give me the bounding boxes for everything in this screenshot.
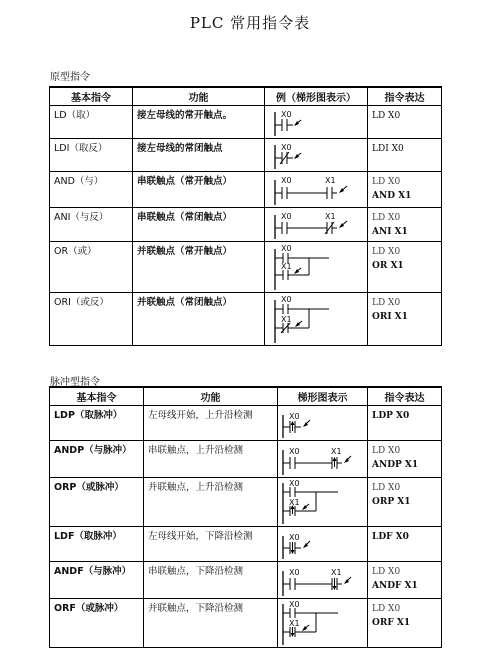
expression-line: LDI X0 [372, 144, 404, 154]
header-cell: 指令表达 [368, 387, 442, 406]
table-row [50, 478, 442, 527]
ladder-diagram-andp [278, 441, 368, 477]
expression-line: ANDP X1 [372, 460, 419, 470]
contact-label: X0 [281, 244, 292, 253]
header-cell: 基本指令 [50, 387, 144, 406]
instruction-cell: ANDP（与脉冲） [50, 441, 144, 478]
contact-label: X0 [281, 110, 292, 119]
header-cell: 梯形图表示 [278, 387, 368, 406]
ladder-diagram-ori [265, 293, 368, 345]
ladder-diagram-ld [265, 106, 368, 138]
page-title: PLC 常用指令表 [189, 14, 311, 32]
contact-label: X1 [281, 262, 292, 271]
table-row [50, 242, 442, 293]
ladder-diagram-cell [265, 208, 368, 242]
function-cell: 并联触点，上升沿检测 [144, 478, 278, 527]
header-cell: 基本指令 [50, 87, 133, 106]
section-heading-pulse: 脉冲型指令 [50, 377, 100, 388]
expression-line: LDF X0 [372, 532, 409, 542]
table-row [50, 172, 442, 208]
expression-line: LD X0 [372, 446, 401, 456]
expression-line: ORI X1 [372, 312, 408, 322]
instruction-cell: ANI（与反） [50, 208, 133, 242]
ladder-diagram-cell [278, 441, 368, 478]
function-cell: 串联触点（常开触点） [133, 172, 265, 208]
expression-line: LD X0 [372, 483, 401, 493]
contact-label: X0 [289, 568, 300, 577]
expression-cell [368, 441, 442, 478]
function-cell: 串联触点（常闭触点） [133, 208, 265, 242]
table-header-row [50, 87, 442, 106]
expression-line: ANDF X1 [372, 581, 418, 591]
ladder-diagram-or [265, 242, 368, 292]
instruction-cell: LDP（取脉冲） [50, 406, 144, 441]
table-row [50, 562, 442, 599]
contact-label: X0 [281, 212, 292, 221]
table-row [50, 293, 442, 346]
instruction-cell: ORF（或脉冲） [50, 599, 144, 648]
ladder-diagram-cell [278, 406, 368, 441]
expression-line: LD X0 [372, 177, 401, 187]
header-cell: 指令表达 [368, 87, 442, 106]
function-cell: 接左母线的常开触点。 [133, 106, 265, 139]
ladder-diagram-cell [278, 527, 368, 562]
function-cell: 左母线开始，下降沿检测 [144, 527, 278, 562]
expression-cell [368, 406, 442, 441]
function-cell: 串联触点，下降沿检测 [144, 562, 278, 599]
contact-label: X1 [289, 498, 300, 507]
ladder-diagram-and [265, 172, 368, 207]
contact-label: X1 [325, 212, 336, 221]
function-cell: 并联触点（常闭触点） [133, 293, 265, 346]
contact-label: X1 [331, 447, 342, 456]
contact-label: X1 [289, 619, 300, 628]
ladder-diagram-cell [265, 172, 368, 208]
instruction-cell: ORP（或脉冲） [50, 478, 144, 527]
expression-line: ORF X1 [372, 618, 411, 628]
table-row [50, 106, 442, 139]
pulse-instruction-table [49, 386, 442, 648]
expression-line: LD X0 [372, 567, 401, 577]
ladder-diagram-cell [265, 242, 368, 293]
contact-label: X1 [331, 568, 342, 577]
function-cell: 并联触点（常开触点） [133, 242, 265, 293]
table-row [50, 208, 442, 242]
ladder-diagram-ldf [278, 527, 368, 561]
ladder-diagram-cell [265, 293, 368, 346]
expression-line: OR X1 [372, 261, 404, 271]
header-cell: 功能 [133, 87, 265, 106]
ladder-diagram-andf [278, 562, 368, 598]
expression-cell [368, 562, 442, 599]
table-row [50, 527, 442, 562]
ladder-diagram-ldi [265, 139, 368, 171]
table-row [50, 139, 442, 172]
ladder-diagram-orf [278, 599, 368, 647]
expression-line: ORP X1 [372, 497, 411, 507]
contact-label: X0 [289, 600, 300, 609]
contact-label: X1 [325, 176, 336, 185]
contact-label: X0 [289, 412, 300, 421]
expression-cell [368, 172, 442, 208]
expression-cell [368, 139, 442, 172]
expression-line: LD X0 [372, 247, 401, 257]
ladder-diagram-cell [265, 139, 368, 172]
contact-label: X0 [289, 479, 300, 488]
expression-cell [368, 478, 442, 527]
expression-cell [368, 106, 442, 139]
table-row [50, 599, 442, 648]
basic-instruction-table [49, 86, 442, 346]
ladder-diagram-cell [265, 106, 368, 139]
table-row [50, 406, 442, 441]
expression-line: LD X0 [372, 604, 401, 614]
ladder-diagram-cell [278, 478, 368, 527]
expression-line: LD X0 [372, 298, 401, 308]
function-cell: 接左母线的常闭触点 [133, 139, 265, 172]
expression-cell [368, 293, 442, 346]
function-cell: 并联触点，下降沿检测 [144, 599, 278, 648]
ladder-diagram-ani [265, 208, 368, 241]
table-row [50, 441, 442, 478]
contact-label: X0 [281, 143, 292, 152]
ladder-diagram-ldp [278, 406, 368, 440]
instruction-cell: LDF（取脉冲） [50, 527, 144, 562]
section-heading-basic: 原型指令 [50, 72, 90, 83]
function-cell: 左母线开始，上升沿检测 [144, 406, 278, 441]
expression-line: LD X0 [372, 111, 401, 121]
contact-label: X0 [289, 533, 300, 542]
expression-cell [368, 208, 442, 242]
ladder-diagram-cell [278, 599, 368, 648]
ladder-diagram-cell [278, 562, 368, 599]
expression-cell [368, 599, 442, 648]
expression-line: ANI X1 [372, 227, 408, 237]
function-cell: 串联触点，上升沿检测 [144, 441, 278, 478]
contact-label: X0 [289, 447, 300, 456]
instruction-cell: LDI（取反） [50, 139, 133, 172]
instruction-cell: LD（取） [50, 106, 133, 139]
instruction-cell: OR（或） [50, 242, 133, 293]
ladder-diagram-orp [278, 478, 368, 526]
contact-label: X0 [281, 295, 292, 304]
header-cell: 功能 [144, 387, 278, 406]
expression-line: LDP X0 [372, 411, 410, 421]
expression-line: LD X0 [372, 213, 401, 223]
table-header-row [50, 387, 442, 406]
header-cell: 例（梯形图表示） [265, 87, 368, 106]
instruction-cell: ORI（或反） [50, 293, 133, 346]
expression-cell [368, 242, 442, 293]
expression-line: AND X1 [372, 191, 412, 201]
contact-label: X0 [281, 176, 292, 185]
expression-cell [368, 527, 442, 562]
instruction-cell: AND（与） [50, 172, 133, 208]
instruction-cell: ANDF（与脉冲） [50, 562, 144, 599]
contact-label: X1 [281, 315, 292, 324]
